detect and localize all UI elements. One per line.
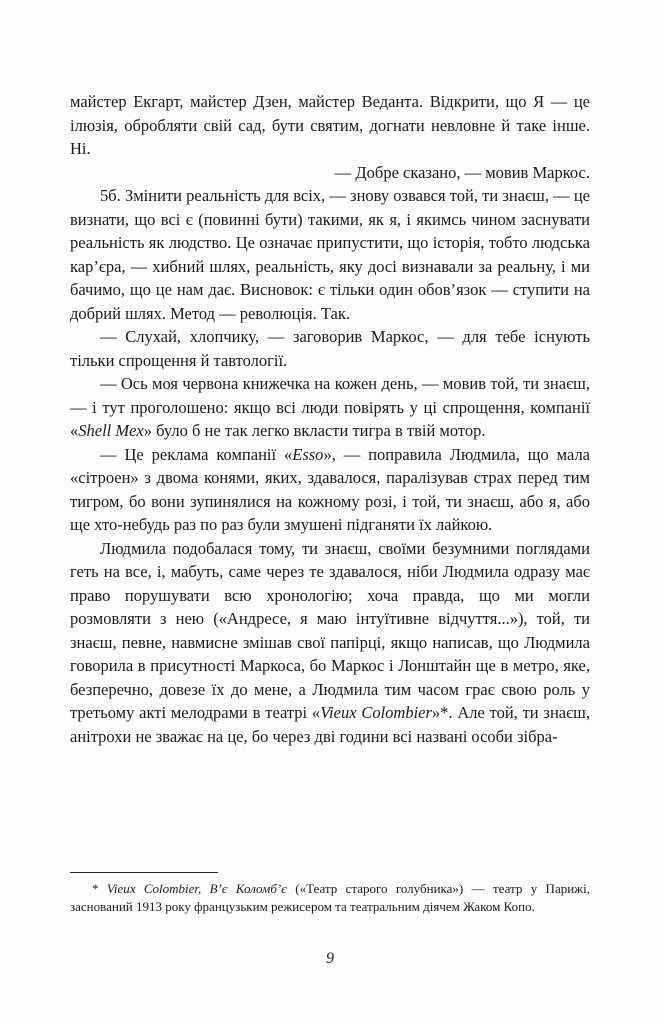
text-block: [70, 90, 590, 748]
text-run: — Добре сказано, — мовив Маркос.: [334, 162, 590, 182]
paragraph: [70, 161, 590, 185]
text-run: — Слухай, хлопчику, — заговорив Маркос, — для тебе існують тільки спрощення й тавтології.: [70, 327, 590, 370]
footnote-divider: [70, 872, 218, 873]
italic-run: Vieux Colombier, В’є Коломб’є: [106, 881, 287, 896]
text-run: майстер Екгарт, майстер Дзен, майстер Веданта. Відкрити, що Я — це ілюзія, обробляти свій сад, бути святим, догнати невловне й таке інше. Ні.: [70, 92, 590, 158]
paragraph: [70, 90, 590, 161]
italic-run: Esso: [292, 444, 324, 464]
paragraph: [70, 537, 590, 749]
italic-run: Shell Mex: [78, 421, 144, 440]
italic-run: Vieux Colombier: [320, 703, 432, 722]
text-run: », — поправила Людмила, що мала «сітроен» з двома конями, яких, здавалося, паралізував страх перед тим тигром, бо вони зупинялися на кожному розі, і той, ти знаєш, або я, або ще хто-небудь раз по раз були змушені підганяти їх лайкою.: [70, 444, 591, 534]
footnote: [70, 872, 590, 915]
text-run: — Це реклама компанії «: [100, 444, 293, 464]
text-run: Людмила подобалася тому, ти знаєш, своїми безумними поглядами геть на все, і, мабуть, саме через те здавалося, ніби Людмила одразу має право порушувати всю хронологію; хоча правда, що ми могли розмовляти з нею («Андресе, я маю інтуїтивне відчуття...»), той, ти знаєш, певне, навмисне змішав свої папірці, якщо написав, що Людмила говорила в присутності Маркоса, бо Маркос і Лонштайн ще в метро, яке, безперечно, довезе їх до мене, а Людмила тим часом грає свою роль у третьому акті мелодрами в театрі «: [70, 538, 590, 722]
text-run: *: [92, 881, 107, 896]
paragraph: [70, 443, 590, 537]
paragraph: [70, 372, 590, 443]
text-run: » було б не так легко вкласти тигра в твій мотор.: [143, 421, 486, 440]
page-number: 9: [326, 950, 334, 967]
text-run: »*. Але той, ти знаєш, анітрохи не зважає на це, бо через дві години всі названі особи зібра-: [70, 703, 591, 746]
text-run: 5б. Змінити реальність для всіх, — знову озвався той, ти знаєш, — це визнати, що всі є (повинні бути) такими, як я, і якимсь чином заснувати реальність як людство. Це означає припустити, що історія, тобто людська кар’єра, — хибний шлях, реальність, яку досі визнавали за реальну, і ми бачимо, що це нам дає. Висновок: є тільки один обов’язок — ступити на добрий шлях. Метод — революція. Так.: [70, 186, 590, 323]
paragraph: [70, 325, 590, 372]
footnote-text: [70, 880, 590, 915]
text-run: — Ось моя червона книжечка на кожен день, — мовив той, ти знаєш, — і тут проголошено: якщо всі люди повірять у ці спрощення, компанії «: [70, 374, 590, 440]
text-run: («Театр старого голубника») — театр у Парижі, заснований 1913 року французьким режисером та театральним діячем Жаком Копо.: [70, 881, 591, 914]
paragraph: [70, 184, 590, 325]
